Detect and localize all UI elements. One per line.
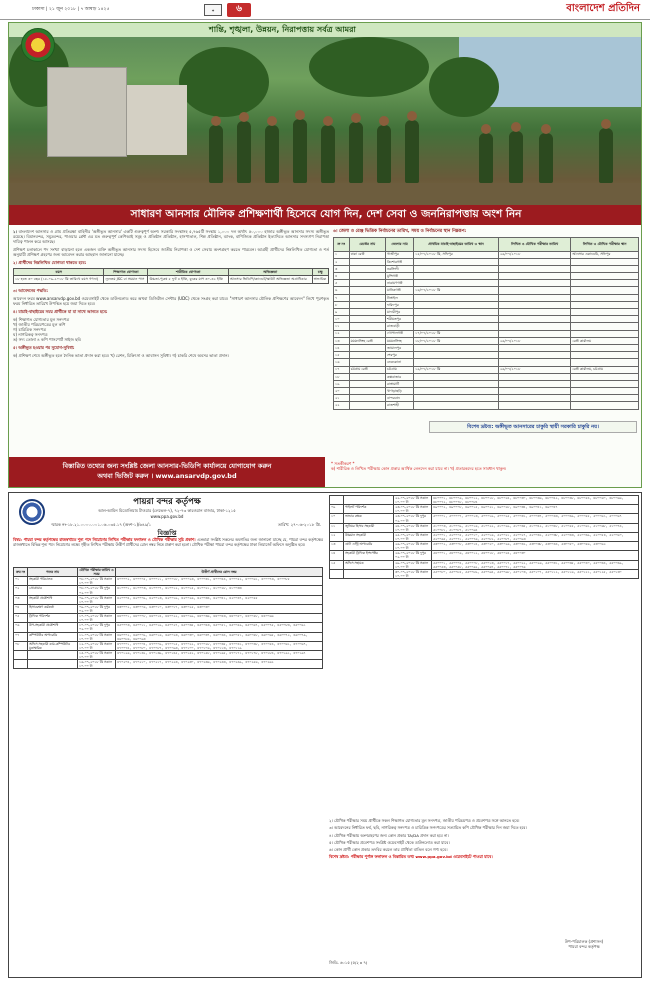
schedule-cell bbox=[349, 373, 385, 380]
viva-cell: ০৮-০৭-২০১৮ খ্রি দুপুর ০২.০০ টা bbox=[78, 586, 116, 595]
schedule-row bbox=[334, 352, 639, 359]
roll-numbers: ৪৭০২০৪, ৪৭০২১০, ৪৭০২১৭, ৪৭০২২৩, ৪৭০২৩০, ৪৭০২৩৬, ৪৭০২৪৩, ৪৭০২৪৯, ৪৭০২৫৬, ৪৭০২৬২ bbox=[116, 660, 323, 669]
viva-cell: ০৮-০৭-২০১৮ খ্রি সকাল ১০.০০ টা bbox=[78, 577, 116, 586]
schedule-cell: ২ bbox=[334, 258, 350, 265]
viva-cell: ০৮ bbox=[14, 641, 28, 650]
schedule-cell bbox=[498, 301, 571, 308]
schedule-cell: ১২ bbox=[334, 330, 350, 337]
schedule-row bbox=[334, 301, 639, 308]
schedule-cell: ৪ bbox=[334, 273, 350, 280]
schedule-cell: রাজবাড়ী bbox=[386, 323, 414, 330]
schedule-cell: শেরপুর bbox=[386, 352, 414, 359]
schedule-cell bbox=[498, 344, 571, 351]
viva-row bbox=[14, 632, 323, 641]
schedule-row bbox=[334, 373, 639, 380]
viva-cell: প্রোগ্রামার bbox=[28, 586, 78, 595]
warning-note: * সতর্কীকরণ * ক) শারীরিক ও লিখিত পরীক্ষায় কোন প্রকার আর্থিক লেনদেন করা যাবে না। খ) প্রতারকদের হতে সাবধান থাকুন। bbox=[331, 461, 507, 471]
viva-schedule-table-right bbox=[329, 495, 639, 579]
section-4-items: ক) শিক্ষাগত যোগ্যতার মূল সনদপত্র খ) জাতীয় পরিচয়পত্রের মূল কপি গ) চারিত্রিক সনদপত্র ঘ) নাগরিকত্ব সনদপত্র ঙ) সদ্য তোলা ৪ কপি পাসপোর্ট সাইজ ছবি bbox=[13, 316, 81, 342]
schedule-cell: ১৫ bbox=[334, 352, 350, 359]
intro-paragraph: ১। বাংলাদেশ আনসার ও গ্রাম প্রতিরক্ষা বাহিনীর 'অঙ্গীভূত আনসার' একটি গুরুত্বপূর্ণ অংশ। সরকারি সংস্থাসহ ৫,৭৬৫টি সংস্থায় ১,০০০ দল অর্থাৎ ৫০,০০০ হাজার অঙ্গীভূত আনসার সদস্য অঙ্গীভূত রয়েছে। বিমানবন্দর, সমুদ্রবন্দর, পাওয়ার প্লেন্ট এর মত গুরুত্বপূর্ণ কেপিআই সমূহ ও প্রতিষ্ঠান প্রতিষ্ঠান, হাসপাতাল, শিল্প প্রতিষ্ঠান, ব্যাংক, বাণিজ্যিক প্রতিষ্ঠান ইত্যাদিতে আনসার সদস্যগণ নিরাপত্তা দায়িত্ব পালন করে আসছে। bbox=[13, 229, 329, 244]
ansar-banner: সাধারণ আনসার মৌলিক প্রশিক্ষণার্থী হিসেবে যোগ দিন, দেশ সেবা ও জননিরাপত্তায় অংশ নিন bbox=[9, 205, 642, 225]
viva-row bbox=[330, 551, 639, 560]
schedule-cell bbox=[349, 380, 385, 387]
viva-cell: ১১ bbox=[330, 523, 344, 532]
ad-number: জিডি- ৬০১৫ (৫/২ x ৭) bbox=[329, 960, 368, 965]
roll-numbers: ৪৫০০০৩, ৪৫০০১১, ৪৫০০১৯, ৪৫০০২৭, ৪৫০০৩৫, ৪৫০০৪৩, ৪৫০০৫১, ৪৫০০৫৯, ৪৫০০৬৭, ৪৫০০৭৫, ৪৫০০৮৩, ৪৫০০৯১ bbox=[116, 623, 323, 632]
viva-cell bbox=[344, 569, 394, 578]
viva-row bbox=[330, 496, 639, 505]
schedule-row bbox=[334, 337, 639, 344]
viva-cell: ১০ bbox=[330, 514, 344, 523]
section-4-title: ৪। যাচাই-বাছাইয়ের সময় প্রার্থীকে যা যা সাথে আনতে হবে: bbox=[13, 308, 108, 314]
schedule-cell bbox=[498, 388, 571, 395]
viva-cell bbox=[330, 569, 344, 578]
schedule-cell: ৯ bbox=[334, 309, 350, 316]
signature-block: উপ-পরিচালক (প্রশাসন) পায়রা বন্দর কর্তৃপক্ষ bbox=[564, 939, 604, 949]
schedule-cell: ১১ bbox=[334, 323, 350, 330]
viva-cell: ০৯-০৭-২০১৮ খ্রি দুপুর ০২.০০ টা bbox=[78, 604, 116, 613]
range-schedule-table bbox=[333, 237, 639, 410]
notice-intro: বিষয়: পায়রা বন্দর কর্তৃপক্ষের রাজস্বখাতে শূন্য পদে নিয়োগের লিখিত পরীক্ষার ফলাফল ও মৌখিক পরীক্ষার সূচি প্রকাশ। এতদ্বারা সংশ্লিষ্ট সকলের অবগতির জন্য জানানো যাচ্ছে যে, পায়রা বন্দর কর্তৃপক্ষের রাজস্বখাতে বিভিন্ন শূন্য পদে নিয়োগের লক্ষ্যে গৃহীত লিখিত পরীক্ষায় উত্তীর্ণ প্রার্থীদের রোল নম্বর নিম্নে প্রকাশ করা হলো। মৌখিক পরীক্ষা পায়রা বন্দর কর্তৃপক্ষের ঢাকা লিয়াজোঁ অফিসে অনুষ্ঠিত হবে। bbox=[13, 537, 323, 547]
schedule-cell bbox=[498, 373, 571, 380]
viva-schedule-table-left: ক্রম নং পদের নাম মৌখিক পরীক্ষার তারিখ ও সময় উত্তীর্ণ প্রার্থীদের রোল নম্বর ০১ সহকারী পরিচালক ০৮-০৭-২০১৮ খ্রি সকাল ১০.০০ টা ৪০০০০২, ৪০০০০৫, ৪০০০১১, ৪০০০১৮, ৪০০০২৩, ৪০০০৩১, ৪০০০৪৪, ৪০০০৫২, ৪০০০৬১, ৪০০০৭৩, ৪০০০৮৫ ০২ প্রোগ্রামার ০৮-০৭-২০১৮ খ্রি দুপুর ০২.০০ টা ৪১০০০১, ৪১০০০৩, ৪১০০০৭, ৪১০০১২, ৪১০০১৫, ৪১০০২১, ৪১০০২৮, ৪১০০৩৩ ০৩ সহকারী প্রকৌশলী ০৯-০৭-২০১৮ খ্রি সকাল ১০.০০ টা ৪২০০০৪, ৪২০০০৯, ৪২০০১৩, ৪২০০১৯, ৪২০০২৬, ৪২০০৩৪, ৪২০০৪১, ৪২০০৪৭, ৪২০০৫৫ ০৪ হিসাবরক্ষণ কর্মকর্তা ০৯-০৭-২০১৮ খ্রি দুপুর ০২.০০ টা ৪৩০০০২, ৪৩০০০৬, ৪৩০০১০, ৪৩০০১৭, ৪৩০০২৫, ৪৩০০৩০ ০৫ ট্রাফিক পরিদর্শক ১০-০৭-২০১৮ খ্রি সকাল ১০.০০ টা ৪৪০০০১, ৪৪০০০৮, ৪৪০০১৪, ৪৪০০২২, ৪৪০০২৯, ৪৪০০৩৬, ৪৪০০৪৩, ৪৪০০৫০, ৪৪০০৫৮, ৪৪০০৬৬ ০৬ উপ-সহকারী প্রকৌশলী ১০-০৭-২০১৮ খ্রি দুপুর ০২.০০ টা ৪৫০০০৩, ৪৫০০১১, ৪৫০০১৯, ৪৫০০২৭, ৪৫০০৩৫, ৪৫০০৪৩, ৪৫০০৫১, ৪৫০০৫৯, ৪৫০০৬৭, ৪৫০০৭৫, ৪৫০০৮৩, ৪৫০০৯১ ০৭ কম্পিউটার অপারেটর ১১-০৭-২০১৮ খ্রি সকাল ১০.০০ টা ৪৬০০০২, ৪৬০০০৯, ৪৬০০১৬, ৪৬০০২৩, ৪৬০০৩০, ৪৬০০৩৭, ৪৬০০৪৪, ৪৬০০৫১, ৪৬০০৫৮, ৪৬০০৬৫, ৪৬০০৭২, ৪৬০০৭৯, ৪৬০০৮৬, ৪৬০০৯৩ ০৮ অফিস সহকারী কাম-কম্পিউটার মুদ্রাক্ষরিক ১২-০৭-২০১৮ খ্রি সকাল ১০.০০ টা ৪৭০০০১, ৪৭০০০৪, ৪৭০০০৯, ৪৭০০১৫, ৪৭০০২২, ৪৭০০২৮, ৪৭০০৩৫, ৪৭০০৪১, ৪৭০০৪৮, ৪৭০০৫৪, ৪৭০০৬১, ৪৭০০৬৭, ৪৭০০৭৪, ৪৭০০৮০, ৪৭০০৮৭, ৪৭০০৯৩, ৪৭০১০০, ৪৭০১০৬, ৪৭০১১৩, ৪৭০১১৯ ১৫-০৭-২০১৮ খ্রি সকাল ১০.০০ টা ৪৭০১২৬, ৪৭০১৩২, ৪৭০১৩৯, ৪৭০১৪৫, ৪৭০১৫২, ৪৭০১৫৮, ৪৭০১৬৫, ৪৭০১৭১, ৪৭০১৭৮, ৪৭০১৮৪, ৪৭০১৯১, ৪৭০১৯৭ ১৬-০৭-২০১৮ খ্রি সকাল ১০.০০ টা ৪৭০২০৪, ৪৭০২১০, ৪৭০২১৭, ৪৭০২২৩, ৪৭০২৩০, ৪৭০২৩৬, ৪৭০২৪৩, ৪৭০২৪৯, ৪৭০২৫৬, ৪৭০২৬২ bbox=[13, 567, 323, 669]
ansar-slogan: শান্তি, শৃঙ্খলা, উন্নয়ন, নিরাপত্তায় সর্বত্র আমরা bbox=[209, 25, 356, 34]
schedule-cell bbox=[349, 265, 385, 272]
schedule-cell bbox=[498, 352, 571, 359]
schedule-row bbox=[334, 287, 639, 294]
schedule-title: ৬। জেলা ও রেঞ্জ ভিত্তিক নির্বাচনের তারিখ, সময় ও নির্বাচনের স্থান নিম্নরূপ: bbox=[333, 229, 467, 234]
schedule-cell: নারায়ণগঞ্জ bbox=[386, 280, 414, 287]
ansar-emblem-icon bbox=[21, 28, 55, 62]
viva-cell: পাইলট পরিদর্শক bbox=[344, 505, 394, 514]
schedule-cell bbox=[349, 258, 385, 265]
schedule-cell: গাজীপুর bbox=[386, 251, 414, 258]
viva-cell bbox=[14, 650, 28, 659]
schedule-cell bbox=[414, 352, 499, 359]
schedule-cell bbox=[349, 316, 385, 323]
schedule-cell bbox=[414, 402, 499, 409]
roll-numbers: ৫৫০০০১, ৫৫০০০৪, ৫৫০০০৮, ৫৫০০১৩, ৫৫০০১৭, ৫৫০০২২, ৫৫০০২৬, ৫৫০০৩১, ৫৫০০৩৫, ৫৫০০৪০, ৫৫০০৪৪, ৫৫০০৪৯, ৫৫০০৫৩, ৫৫০০৫৮, ৫৫০০৬২, ৫৫০০৬৭, ৫৫০০৭১, ৫৫০০৭৬ bbox=[432, 560, 639, 569]
schedule-cell bbox=[571, 402, 639, 409]
viva-cell: ১০-০৭-২০১৮ খ্রি সকাল ১০.০০ টা bbox=[78, 614, 116, 623]
schedule-cell bbox=[349, 287, 385, 294]
schedule-cell bbox=[571, 352, 639, 359]
schedule-cell bbox=[414, 265, 499, 272]
schedule-cell: ১৬/০৭/২০১৮ খ্রি bbox=[414, 287, 499, 294]
port-address: আল-আমিন মিডোলিয়াম টাওয়ার (লেভেল-৭), ৭২-৭৩ কারওয়ান বাজার, ঢাকা-১২১৫ bbox=[98, 508, 236, 513]
schedule-cell bbox=[571, 380, 639, 387]
viva-cell bbox=[14, 660, 28, 669]
viva-cell bbox=[28, 660, 78, 669]
schedule-cell bbox=[349, 388, 385, 395]
schedule-cell bbox=[349, 359, 385, 366]
viva-row bbox=[330, 542, 639, 551]
viva-row bbox=[14, 577, 323, 586]
roll-numbers: ৫১০০০৩, ৫১০০০৯, ৫১০০১৬, ৫১০০২২, ৫১০০২৯, ৫১০০৩৫, ৫১০০৪২, ৫১০০৪৮, ৫১০০৫৫, ৫১০০৬১, ৫১০০৬৮, ৫১০০৭৪, ৫১০০৮১, ৫১০০৮৭, ৫১০০৯৪ bbox=[432, 523, 639, 532]
schedule-cell bbox=[414, 388, 499, 395]
special-note: বিশেষ দ্রষ্টব্য: অঙ্গীভূত আনসারের চাকুরি স্থায়ী সরকারি চাকুরি নয়। bbox=[429, 421, 637, 433]
viva-cell: ২৬-০৭-২০১৮ খ্রি সকাল ১০.০০ টা bbox=[394, 542, 432, 551]
schedule-cell bbox=[498, 359, 571, 366]
schedule-row bbox=[334, 316, 639, 323]
schedule-cell bbox=[414, 273, 499, 280]
viva-cell: ০৫ bbox=[14, 614, 28, 623]
schedule-cell: খাগড়াছড়ি bbox=[386, 388, 414, 395]
schedule-cell bbox=[571, 388, 639, 395]
viva-cell: ২৪-০৭-২০১৮ খ্রি সকাল ১০.০০ টা bbox=[394, 523, 432, 532]
schedule-cell: ৫ bbox=[334, 280, 350, 287]
viva-cell: ০৩ bbox=[14, 595, 28, 604]
viva-cell: ১৬-০৭-২০১৮ খ্রি সকাল ১০.০০ টা bbox=[78, 660, 116, 669]
schedule-cell bbox=[414, 373, 499, 380]
viva-row bbox=[14, 623, 323, 632]
port-title: পায়রা বন্দর কর্তৃপক্ষ bbox=[133, 497, 201, 507]
schedule-cell bbox=[571, 309, 639, 316]
schedule-cell bbox=[498, 402, 571, 409]
schedule-row bbox=[334, 402, 639, 409]
section-2-title: ২। প্রার্থীদের নিম্নলিখিত যোগ্যতা থাকতে হবে: bbox=[13, 260, 87, 265]
viva-cell: সহকারী প্রকৌশলী bbox=[28, 595, 78, 604]
schedule-cell: ২৬/০৭/২০১৮ bbox=[498, 366, 571, 373]
schedule-cell bbox=[498, 265, 571, 272]
schedule-cell: মুন্সিগঞ্জ bbox=[386, 273, 414, 280]
viva-cell: ১২-০৭-২০১৮ খ্রি সকাল ১০.০০ টা bbox=[78, 641, 116, 650]
section-3-text: আবেদন ফরম www.ansarvdp.gov.bd ওয়েবসাইট থেকে ডাউনলোড করে অথবা ডিজিটাল সেন্টার (UDC) থেকে সংগ্রহ করা যাবে। "সাধারণ আনসার মৌলিক প্রশিক্ষণের আবেদন" লিখে পূরণকৃত ফরম নির্ধারিত তারিখে উপস্থিত হয়ে জমা দিতে হবে। bbox=[13, 295, 329, 306]
viva-row bbox=[330, 569, 639, 578]
viva-row bbox=[330, 523, 639, 532]
schedule-cell: ১ bbox=[334, 251, 350, 258]
schedule-cell bbox=[414, 258, 499, 265]
schedule-cell: কক্সবাজার bbox=[386, 373, 414, 380]
memo-line: স্মারক নং-১৮.২১.০০০০.০০১.০৬.০৩৫.১৭ (অংশ-১)/৬৪৯/১ তারিখ: ২৭-০৬-২০১৮ খ্রি. bbox=[51, 522, 321, 527]
viva-cell: ১৪ bbox=[330, 551, 344, 560]
schedule-cell: ১৭ bbox=[334, 366, 350, 373]
viva-cell: ১৩ bbox=[330, 542, 344, 551]
schedule-row bbox=[334, 366, 639, 373]
viva-cell: হিসাবরক্ষণ কর্মকর্তা bbox=[28, 604, 78, 613]
notice-heading: বিজ্ঞপ্তি bbox=[157, 529, 177, 537]
roll-numbers: ৪৯০০০২, ৪৯০০০৮, ৪৯০০১৫, ৪৯০০২১, ৪৯০০২৮, ৪৯০০৩৪, ৪৯০০৪১, ৪৯০০৪৭ bbox=[432, 505, 639, 514]
viva-cell: ১০-০৭-২০১৮ খ্রি দুপুর ০২.০০ টা bbox=[78, 623, 116, 632]
schedule-cell bbox=[414, 316, 499, 323]
schedule-cell: রাঙ্গামাটি bbox=[386, 380, 414, 387]
schedule-cell: ১৫/০৭/২০১৮ খ্রি, সফিপুর bbox=[414, 251, 499, 258]
schedule-cell bbox=[571, 294, 639, 301]
viva-cell: সহকারী পরিচালক bbox=[28, 577, 78, 586]
viva-cell: ২৩-০৭-২০১৮ খ্রি দুপুর ০২.০০ টা bbox=[394, 514, 432, 523]
schedule-cell bbox=[571, 258, 639, 265]
schedule-header-cell: লিখিত ও মৌখিক পরীক্ষার স্থান bbox=[571, 237, 639, 251]
viva-cell bbox=[330, 496, 344, 505]
schedule-cell: ১৯ bbox=[334, 380, 350, 387]
section-5-title: ৫। অঙ্গীভূত হওয়ার পর সুযোগ-সুবিধা: bbox=[13, 344, 75, 350]
schedule-cell: মাদারীপুর bbox=[386, 309, 414, 316]
schedule-cell bbox=[571, 359, 639, 366]
schedule-cell bbox=[349, 402, 385, 409]
viva-row bbox=[14, 660, 323, 669]
schedule-cell bbox=[349, 323, 385, 330]
schedule-cell bbox=[571, 265, 639, 272]
schedule-cell bbox=[414, 359, 499, 366]
schedule-cell: গোপালগঞ্জ bbox=[386, 330, 414, 337]
viva-cell: ১১-০৭-২০১৮ খ্রি সকাল ১০.০০ টা bbox=[78, 632, 116, 641]
schedule-cell bbox=[414, 380, 499, 387]
schedule-cell: ১৭/০৭/২০১৮ খ্রি bbox=[414, 330, 499, 337]
schedule-row bbox=[334, 309, 639, 316]
schedule-cell bbox=[414, 344, 499, 351]
schedule-cell: ৬ bbox=[334, 287, 350, 294]
roll-numbers: ৪০০০০২, ৪০০০০৫, ৪০০০১১, ৪০০০১৮, ৪০০০২৩, ৪০০০৩১, ৪০০০৪৪, ৪০০০৫২, ৪০০০৬১, ৪০০০৭৩, ৪০০০৮৫ bbox=[116, 577, 323, 586]
schedule-row bbox=[334, 388, 639, 395]
viva-row bbox=[14, 604, 323, 613]
ansar-schedule bbox=[333, 229, 639, 417]
intro-paragraph-2: প্রশিক্ষণ চলাকালে পদ সংখ্যা বাড়ানো হলে একজন ব্যক্তি অঙ্গীভূত আনসার সদস্য হিসেবে জাতীয় নিরাপত্তা ও দেশ সেবায় অংশগ্রহণ করতে পারবেন। আগ্রহী প্রার্থীদের নিম্নলিখিত যোগ্যতা ও শর্ত অনুযায়ী প্রশিক্ষণ গ্রহণের জন্য আবেদন করার আহবান জানানো যাচ্ছে। bbox=[13, 247, 329, 257]
schedule-cell: ঢাকা রেঞ্জ bbox=[349, 251, 385, 258]
schedule-row bbox=[334, 294, 639, 301]
viva-cell: ২৯-০৭-২০১৮ খ্রি সকাল ১০.০০ টা bbox=[394, 560, 432, 569]
viva-cell: ১২ bbox=[330, 532, 344, 541]
viva-row bbox=[330, 514, 639, 523]
schedule-cell: ফরিদপুর bbox=[386, 301, 414, 308]
schedule-header-cell: লিখিত ও মৌখিক পরীক্ষার তারিখ bbox=[498, 237, 571, 251]
schedule-cell bbox=[414, 323, 499, 330]
viva-row bbox=[14, 586, 323, 595]
schedule-cell bbox=[414, 294, 499, 301]
schedule-cell bbox=[414, 395, 499, 402]
viva-cell bbox=[28, 650, 78, 659]
schedule-cell bbox=[349, 280, 385, 287]
section-3-title: ৩। আবেদনের পদ্ধতি: bbox=[13, 287, 49, 293]
schedule-cell: কিশোরগঞ্জ bbox=[386, 258, 414, 265]
notice-notes: ২। মৌখিক পরীক্ষার সময় প্রার্থীকে সকল শিক্ষাগত যোগ্যতার মূল সনদপত্র, জাতীয় পরিচয়পত্র ও প্রবেশপত্র সঙ্গে আনতে হবে। ৩। আবেদনের নির্ধারিত ফর্ম, ছবি, নাগরিকত্ব সনদপত্র ও চারিত্রিক সনদপত্রের সত্যায়িত কপি মৌখিক পরীক্ষার দিন জমা দিতে হবে। ৪। মৌখিক পরীক্ষায় অংশগ্রহণের জন্য কোন প্রকার TA/DA প্রদান করা হবে না। ৫। মৌখিক পরীক্ষার প্রবেশপত্র সংশ্লিষ্ট ওয়েবসাইট থেকে ডাউনলোড করা যাবে। ৬। কোন প্রার্থী কোন প্রকার তদবির করলে তার প্রার্থিতা বাতিল বলে গণ্য হবে। বিশেষ দ্রষ্টব্য: পরীক্ষার পূর্ণাঙ্গ ফলাফল ও বিস্তারিত তথ্য www.ppa.gov.bd ওয়েবসাইটে পাওয়া যাবে। bbox=[329, 818, 527, 860]
section-5-text: ক) প্রশিক্ষণ শেষে অঙ্গীভূত হলে দৈনিক ভাতা প্রদান করা হবে। খ) রেশন, চিকিৎসা ও আবাসন সুবিধা। গ) চাকরি শেষে অবসর ভাতা প্রদান। bbox=[13, 352, 229, 358]
ansar-left-column bbox=[13, 229, 329, 451]
schedule-cell bbox=[571, 344, 639, 351]
schedule-cell bbox=[571, 301, 639, 308]
viva-cell: ০১ bbox=[14, 577, 28, 586]
page-header bbox=[0, 0, 650, 20]
schedule-cell bbox=[349, 330, 385, 337]
roll-numbers: ৫৫০০৮০, ৫৫০০৮৫, ৫৫০০৮৯, ৫৫০০৯৪, ৫৫০০৯৮, ৫৫০১০৩, ৫৫০১০৭, ৫৫০১১২, ৫৫০১১৬, ৫৫০১২১, ৫৫০১২৫, ৫৫০১৩০ bbox=[432, 569, 639, 578]
eligibility-table: বয়স শিক্ষাগত যোগ্যতা শারীরিক যোগ্যতা অভিজ্ঞতা চক্ষু ১৮ হতে ৩০ বছর (১৮-০৯-২০১৮ খ্রি তারিখে বয়স গণনা) ন্যূনতম JSC বা সমমান পাস উচ্চতা-পুরুষ ৫ ফুট ৪ ইঞ্চি, বুকের মাপ ৩০-৩২ ইঞ্চি আনসার ভিডিপি/ক্যাডেট/স্কাউট অভিজ্ঞতা অগ্রাধিকার স্বাভাবিক bbox=[13, 268, 329, 284]
schedule-cell bbox=[414, 309, 499, 316]
viva-cell: ভান্ডার রক্ষক bbox=[344, 514, 394, 523]
viva-cell: ২২-০৭-২০১৮ খ্রি সকাল ১০.০০ টা bbox=[394, 496, 432, 505]
schedule-cell bbox=[498, 316, 571, 323]
schedule-cell: ময়মনসিংহ রেঞ্জ bbox=[349, 337, 385, 344]
schedule-cell: ২০ bbox=[334, 388, 350, 395]
schedule-cell bbox=[571, 323, 639, 330]
ansar-advertisement bbox=[8, 22, 642, 488]
schedule-row bbox=[334, 323, 639, 330]
schedule-cell bbox=[349, 273, 385, 280]
schedule-cell bbox=[498, 323, 571, 330]
website-link[interactable]: অথবা ভিজিট করুন । www.ansarvdp.gov.bd bbox=[97, 472, 237, 481]
schedule-row bbox=[334, 265, 639, 272]
schedule-row bbox=[334, 251, 639, 258]
viva-row bbox=[14, 614, 323, 623]
schedule-cell: রেঞ্জ কার্যালয়, চট্টগ্রাম bbox=[571, 366, 639, 373]
viva-cell: ০৭ bbox=[14, 632, 28, 641]
schedule-cell: টাঙ্গাইল bbox=[386, 294, 414, 301]
schedule-cell: ময়মনসিংহ bbox=[386, 337, 414, 344]
viva-row bbox=[330, 560, 639, 569]
schedule-cell: ২২ bbox=[334, 402, 350, 409]
training-photo bbox=[9, 37, 642, 205]
schedule-cell: ১৮ bbox=[334, 373, 350, 380]
schedule-cell: ১৬ bbox=[334, 359, 350, 366]
issue-date: ঢাকাসা | ২১ জুন ২০১৮ | ৭ আষাঢ় ১৪২৫ bbox=[32, 7, 110, 12]
roll-numbers: ৫২০০০১, ৫২০০০৫, ৫২০০১০, ৫২০০১৬, ৫২০০২১, ৫২০০২৭, ৫২০০৩২, ৫২০০৩৮, ৫২০০৪৩, ৫২০০৪৯, ৫২০০৫৪, ৫২০০৬০, ৫২০০৬৫, ৫২০০৭১, ৫২০০৭৬, ৫২০০৮২, ৫২০০৮৭, ৫২০০৯৩ bbox=[432, 532, 639, 541]
schedule-row bbox=[334, 359, 639, 366]
roll-numbers: ৪২০০০৪, ৪২০০০৯, ৪২০০১৩, ৪২০০১৯, ৪২০০২৬, ৪২০০৩৪, ৪২০০৪১, ৪২০০৪৭, ৪২০০৫৫ bbox=[116, 595, 323, 604]
schedule-cell bbox=[414, 301, 499, 308]
schedule-row bbox=[334, 344, 639, 351]
viva-cell: উচ্চমান সহকারী bbox=[344, 532, 394, 541]
schedule-cell bbox=[571, 280, 639, 287]
schedule-cell bbox=[571, 373, 639, 380]
schedule-cell bbox=[349, 395, 385, 402]
schedule-cell: ১৯/০৭/২০১৮ খ্রি bbox=[414, 366, 499, 373]
payra-port-notice bbox=[8, 492, 642, 978]
schedule-cell: ৮ bbox=[334, 301, 350, 308]
schedule-cell: নেত্রকোনা bbox=[386, 359, 414, 366]
schedule-cell bbox=[498, 294, 571, 301]
roll-numbers: ৪৩০০০২, ৪৩০০০৬, ৪৩০০১০, ৪৩০০১৭, ৪৩০০২৫, ৪৩০০৩০ bbox=[116, 604, 323, 613]
roll-numbers: ৫০০০০১, ৫০০০০৭, ৫০০০১৩, ৫০০০১৯, ৫০০০২৫, ৫০০০৩১, ৫০০০৩৭, ৫০০০৪৩, ৫০০০৪৯, ৫০০০৫৫, ৫০০০৬১, ৫০০০৬৭ bbox=[432, 514, 639, 523]
port-website[interactable]: www.ppa.gov.bd bbox=[150, 514, 184, 519]
schedule-cell bbox=[349, 352, 385, 359]
schedule-cell bbox=[498, 287, 571, 294]
schedule-cell: জামালপুর bbox=[386, 344, 414, 351]
viva-cell: ০২ bbox=[14, 586, 28, 595]
schedule-cell bbox=[349, 344, 385, 351]
schedule-header-cell: জেলার নাম bbox=[386, 237, 414, 251]
viva-cell: ২৩-০৭-২০১৮ খ্রি সকাল ১০.০০ টা bbox=[394, 505, 432, 514]
schedule-cell: ৩ bbox=[334, 265, 350, 272]
page-number: ৬ bbox=[227, 3, 251, 17]
roll-numbers: ৪৪০০০১, ৪৪০০০৮, ৪৪০০১৪, ৪৪০০২২, ৪৪০০২৯, ৪৪০০৩৬, ৪৪০০৪৩, ৪৪০০৫০, ৪৪০০৫৮, ৪৪০০৬৬ bbox=[116, 614, 323, 623]
viva-row bbox=[330, 532, 639, 541]
schedule-cell: মানিকগঞ্জ bbox=[386, 287, 414, 294]
viva-row bbox=[14, 641, 323, 650]
schedule-cell: ২৬/০৭/২০১৮ bbox=[498, 337, 571, 344]
schedule-cell bbox=[571, 330, 639, 337]
viva-cell bbox=[344, 496, 394, 505]
viva-cell: উপ-সহকারী প্রকৌশলী bbox=[28, 623, 78, 632]
schedule-cell bbox=[571, 287, 639, 294]
viva-cell: অফিস সহকারী কাম-কম্পিউটার মুদ্রাক্ষরিক bbox=[28, 641, 78, 650]
viva-cell: ০৯ bbox=[330, 505, 344, 514]
roll-numbers: ৫৪০০০১, ৫৪০০০৬, ৫৪০০১২, ৫৪০০১৮, ৫৪০০২৪, ৫৪০০৩০ bbox=[432, 551, 639, 560]
schedule-cell bbox=[498, 309, 571, 316]
viva-cell: সহকারী ট্রাফিক ইন্সপেক্টর bbox=[344, 551, 394, 560]
schedule-cell: রেঞ্জ কার্যালয় bbox=[571, 337, 639, 344]
schedule-cell bbox=[571, 395, 639, 402]
roll-numbers: ৪৬০০০২, ৪৬০০০৯, ৪৬০০১৬, ৪৬০০২৩, ৪৬০০৩০, ৪৬০০৩৭, ৪৬০০৪৪, ৪৬০০৫১, ৪৬০০৫৮, ৪৬০০৬৫, ৪৬০০৭২, ৪৬০০৭৯, ৪৬০০৮৬, ৪৬০০৯৩ bbox=[116, 632, 323, 641]
schedule-cell bbox=[349, 294, 385, 301]
schedule-row bbox=[334, 280, 639, 287]
schedule-cell: ১৪ bbox=[334, 344, 350, 351]
newspaper-logo-icon: ✦ bbox=[204, 4, 222, 16]
schedule-row bbox=[334, 330, 639, 337]
schedule-cell: রাজশাহী bbox=[386, 402, 414, 409]
schedule-cell: চট্টগ্রাম রেঞ্জ bbox=[349, 366, 385, 373]
schedule-cell bbox=[498, 280, 571, 287]
viva-cell: ৩০-০৭-২০১৮ খ্রি সকাল ১০.০০ টা bbox=[394, 569, 432, 578]
viva-cell: ১৫ bbox=[330, 560, 344, 569]
roll-numbers: ৪৭০১২৬, ৪৭০১৩২, ৪৭০১৩৯, ৪৭০১৪৫, ৪৭০১৫২, ৪৭০১৫৮, ৪৭০১৬৫, ৪৭০১৭১, ৪৭০১৭৮, ৪৭০১৮৪, ৪৭০১৯১, ৪৭০১৯৭ bbox=[116, 650, 323, 659]
schedule-cell: নরসিংদী bbox=[386, 265, 414, 272]
viva-cell: ০৪ bbox=[14, 604, 28, 613]
schedule-cell: ৭ bbox=[334, 294, 350, 301]
viva-row bbox=[330, 505, 639, 514]
schedule-cell bbox=[349, 309, 385, 316]
roll-numbers: ৪১০০০১, ৪১০০০৩, ৪১০০০৭, ৪১০০১২, ৪১০০১৫, ৪১০০২১, ৪১০০২৮, ৪১০০৩৩ bbox=[116, 586, 323, 595]
schedule-cell: আনসার একাডেমি, সফিপুর bbox=[571, 251, 639, 258]
schedule-cell bbox=[571, 316, 639, 323]
viva-row bbox=[14, 650, 323, 659]
schedule-row bbox=[334, 258, 639, 265]
roll-numbers: ৪৮০০০১, ৪৮০০০৬, ৪৮০০১২, ৪৮০০১৮, ৪৮০০২৪, ৪৮০০৩০, ৪৮০০৩৬, ৪৮০০৪২, ৪৮০০৪৮, ৪৮০০৫৪, ৪৮০০৬০, ৪৮০০৬৬, ৪৮০০৭২, ৪৮০০৭৮, ৪৮০০৮৪ bbox=[432, 496, 639, 505]
schedule-cell: ১৮/০৭/২০১৮ খ্রি bbox=[414, 337, 499, 344]
schedule-row bbox=[334, 380, 639, 387]
roll-numbers: ৫৩০০০২, ৫৩০০০৮, ৫৩০০১৪, ৫৩০০২০, ৫৩০০২৬, ৫৩০০৩২, ৫৩০০৩৮, ৫৩০০৪৪, ৫৩০০৫০, ৫৩০০৫৬, ৫৩০০৬২ bbox=[432, 542, 639, 551]
schedule-cell bbox=[498, 273, 571, 280]
schedule-header-cell: ক্র নং bbox=[334, 237, 350, 251]
viva-cell: ১৫-০৭-২০১৮ খ্রি সকাল ১০.০০ টা bbox=[78, 650, 116, 659]
viva-row bbox=[14, 595, 323, 604]
schedule-cell bbox=[498, 380, 571, 387]
schedule-cell: চট্টগ্রাম bbox=[386, 366, 414, 373]
schedule-cell bbox=[498, 258, 571, 265]
viva-cell: ২৫-০৭-২০১৮ খ্রি সকাল ১০.০০ টা bbox=[394, 532, 432, 541]
viva-cell: কম্পিউটার অপারেটর bbox=[28, 632, 78, 641]
schedule-cell: ১৩ bbox=[334, 337, 350, 344]
viva-cell: অফিস সহায়ক bbox=[344, 560, 394, 569]
schedule-cell: বান্দরবান bbox=[386, 395, 414, 402]
slogan-strip bbox=[9, 23, 642, 37]
schedule-cell bbox=[498, 395, 571, 402]
viva-cell: ২৬-০৭-২০১৮ খ্রি দুপুর ০২.০০ টা bbox=[394, 551, 432, 560]
schedule-header-cell: রেঞ্জের নাম bbox=[349, 237, 385, 251]
schedule-cell bbox=[571, 273, 639, 280]
schedule-row bbox=[334, 395, 639, 402]
schedule-cell bbox=[349, 301, 385, 308]
viva-cell: ট্রাফিক পরিদর্শক bbox=[28, 614, 78, 623]
viva-cell: জুনিয়র হিসাব সহকারী bbox=[344, 523, 394, 532]
roll-numbers: ৪৭০০০১, ৪৭০০০৪, ৪৭০০০৯, ৪৭০০১৫, ৪৭০০২২, ৪৭০০২৮, ৪৭০০৩৫, ৪৭০০৪১, ৪৭০০৪৮, ৪৭০০৫৪, ৪৭০০৬১, ৪৭০০৬৭, ৪৭০০৭৪, ৪৭০০৮০, ৪৭০০৮৭, ৪৭০০৯৩, ৪৭০১০০, ৪৭০১০৬, ৪৭০১১৩, ৪৭০১১৯ bbox=[116, 641, 323, 650]
schedule-cell bbox=[498, 330, 571, 337]
viva-cell: ০৯-০৭-২০১৮ খ্রি সকাল ১০.০০ টা bbox=[78, 595, 116, 604]
schedule-cell: শরীয়তপুর bbox=[386, 316, 414, 323]
schedule-header-cell: প্রাথমিক যাচাই-বাছাইয়ের তারিখ ও স্থান bbox=[414, 237, 499, 251]
schedule-cell bbox=[414, 280, 499, 287]
schedule-cell: ২৬/০৭/২০১৮ bbox=[498, 251, 571, 258]
schedule-row bbox=[334, 273, 639, 280]
contact-bar: বিস্তারিত তথ্যের জন্য সংশ্লিষ্ট জেলা আনসার-ভিডিপি কার্যালয়ে যোগাযোগ করুন অথবা ভিজিট করুন । www.ansarvdp.gov.bd bbox=[9, 457, 325, 487]
schedule-cell: ২১ bbox=[334, 395, 350, 402]
schedule-cell: ১০ bbox=[334, 316, 350, 323]
viva-cell: ০৬ bbox=[14, 623, 28, 632]
viva-cell: ডাটা এন্ট্রি অপারেটর bbox=[344, 542, 394, 551]
newspaper-brand: বাংলাদেশ প্রতিদিন bbox=[566, 3, 640, 14]
